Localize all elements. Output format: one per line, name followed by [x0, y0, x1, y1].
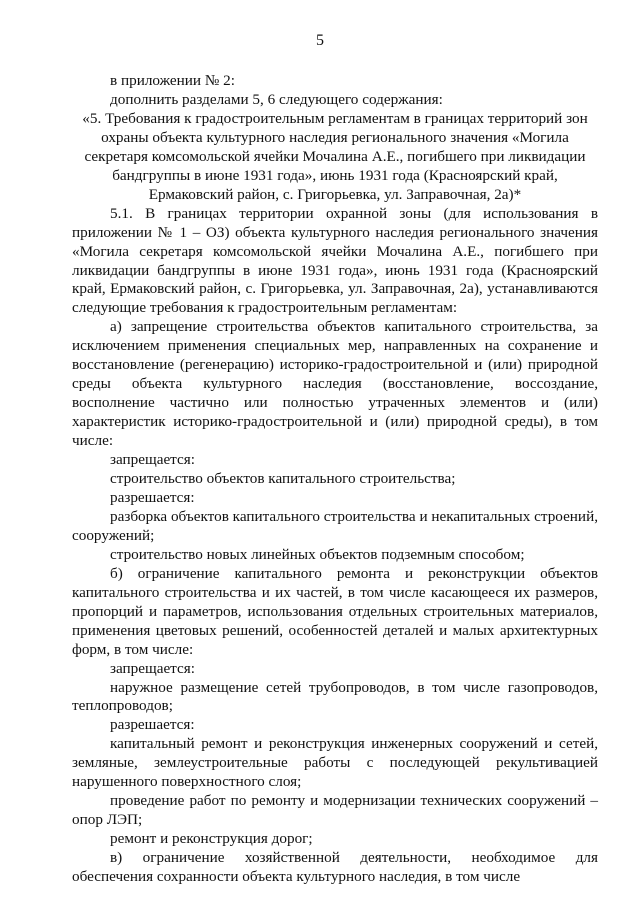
list-item: наружное размещение сетей трубопроводов, в том числе газопроводов, теплопроводов; — [72, 678, 598, 715]
label-prohibited: запрещается: — [110, 659, 195, 677]
page-number: 5 — [316, 32, 324, 49]
list-item: проведение работ по ремонту и модернизации технических сооружений – опор ЛЭП; — [72, 792, 598, 829]
list-item: разборка объектов капитального строительства и некапитальных строений, сооружений; — [72, 507, 598, 544]
list-item: ремонт и реконструкция дорог; — [110, 830, 313, 848]
paragraph-item-b: б) ограничение капитального ремонта и реконструкции объектов капитального строительства и их частей, в том числе касающееся их размеров, пропорций и параметров, использования отдельных строительных материалов, применения цветовых решений, особенностей деталей и малых архитектурных форм, в том числе: — [72, 564, 598, 658]
paragraph-item-v: в) ограничение хозяйственной деятельности, необходимое для обеспечения сохранности объекта культурного наследия, в том числе — [72, 849, 598, 886]
paragraph-appendix-2: в приложении № 2: — [110, 72, 235, 89]
paragraph-5-1: 5.1. В границах территории охранной зоны (для использования в приложении № 1 – ОЗ) объекта культурного наследия регионального значения «Могила секретаря комсомольской ячейки Мочалина А.Е., погибшего при ликвидации бандгруппы в июне 1931 года», июнь 1931 года (Красноярский край, Ермаковский район, с. Григорьевка, ул. Заправочная, 2а), устанавливаются следующие требования к градостроительным регламентам: — [72, 204, 598, 317]
paragraph-item-a: а) запрещение строительства объектов капитального строительства, за исключением применения специальных мер, направленных на сохранение и восстановление (регенерацию) историко-градостроительной и (или) природной среды объекта культурного наследия (восстановление, воссоздание, восполнение частично или полностью утраченных элементов и (или) характеристик историко-градостроительной и (или) природной среды), в том числе: — [72, 318, 598, 450]
label-permitted: разрешается: — [110, 488, 195, 506]
list-item: капитальный ремонт и реконструкция инженерных сооружений и сетей, земляные, землеустроительные работы с последующей рекультивацией нарушенного поверхностного слоя; — [72, 735, 598, 791]
list-item: строительство объектов капитального строительства; — [110, 470, 456, 488]
paragraph-add-sections: дополнить разделами 5, 6 следующего содержания: — [110, 90, 443, 108]
list-item: строительство новых линейных объектов подземным способом; — [110, 545, 525, 563]
label-permitted: разрешается: — [110, 716, 195, 734]
label-prohibited: запрещается: — [110, 451, 195, 469]
section-5-heading: «5. Требования к градостроительным регламентам в границах территорий зон охраны объекта культурного наследия регионального значения «Могила секретаря комсомольской ячейки Мочалина А.Е., погибшего при ликвидации бандгруппы в июне 1931 года», июнь 1931 года (Красноярский край, Ермаковский район, с. Григорьевка, ул. Заправочная, 2а)* — [82, 109, 588, 203]
document-body — [72, 72, 598, 887]
